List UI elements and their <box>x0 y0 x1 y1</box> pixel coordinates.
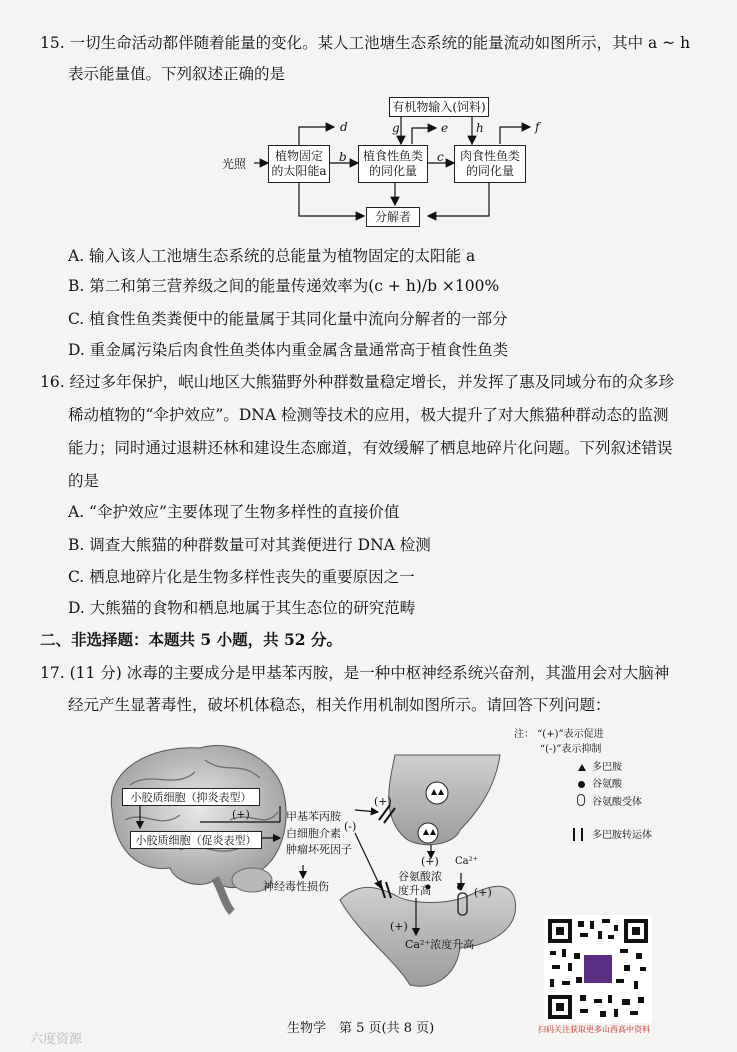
herbivore-label-2: 的同化量 <box>368 164 417 178</box>
decomposer-label: 分解者 <box>374 209 411 224</box>
label-c: c <box>437 150 444 164</box>
qr-code-pattern <box>544 915 652 1023</box>
legend-glu-receptor: 谷氨酸受体 <box>592 797 642 808</box>
microglia-plus-label: (+) <box>232 808 250 821</box>
dopamine-vesicle-4 <box>430 829 436 835</box>
microglia-pro-inflammatory-box <box>130 831 262 849</box>
carnivore-label-1: 肉食性鱼类 <box>459 149 520 163</box>
q15-option-b: B. 第二和第三营养级之间的能量传递效率为(c + h)/b ×100% <box>68 277 500 295</box>
q15-stem-line1: 15. 一切生命活动都伴随着能量的变化。某人工池塘生态系统的能量流动如图所示，其中 a ~ h <box>40 34 691 52</box>
watermark: 六度资源 <box>30 1032 83 1047</box>
meth-label: 甲基苯丙胺 <box>286 810 341 823</box>
q15-option-d: D. 重金属污染后肉食性鱼类体内重金属含量通常高于植食性鱼类 <box>68 341 509 359</box>
neurotoxic-damage-label: 神经毒性损伤 <box>263 880 329 893</box>
legend-transporter: 多巴胺转运体 <box>592 830 652 841</box>
label-b: b <box>339 150 347 164</box>
label-h: h <box>476 121 484 135</box>
legend-note-promote: 注： “(+)”表示促进 <box>514 729 604 740</box>
q16-option-c: C. 栖息地碎片化是生物多样性丧失的重要原因之一 <box>68 568 415 586</box>
plant-label-2: 的太阳能a <box>271 164 327 178</box>
q15-option-c: C. 植食性鱼类粪便中的能量属于其同化量中流向分解者的一部分 <box>68 310 508 328</box>
q16-stem-line4: 的是 <box>68 472 100 490</box>
dopamine-vesicle-1 <box>431 789 437 795</box>
lower-plus-label: (+) <box>390 920 408 933</box>
herbivore-label-1: 植食性鱼类 <box>362 149 423 163</box>
release-plus-label: (+) <box>421 855 439 868</box>
q16-option-a: A. “伞护效应”主要体现了生物多样性的直接价值 <box>68 503 400 521</box>
q16-option-b: B. 调查大熊猫的种群数量可对其粪便进行 DNA 检测 <box>68 536 431 554</box>
q17-stem-line1: 17. (11 分) 冰毒的主要成分是甲基苯丙胺，是一种中枢神经系统兴奋剂，其滥用会对大脑神 <box>40 664 670 682</box>
dopamine-vesicle-2 <box>438 789 444 795</box>
legend-dopamine: 多巴胺 <box>592 762 622 773</box>
sunlight-label: 光照 <box>222 157 247 171</box>
qr-caption: 扫码关注获取更多山西高中资料 <box>538 1025 650 1034</box>
page-footer: 生物学 第 5 页(共 8 页) <box>287 1021 435 1036</box>
q16-stem-line3: 能力；同时通过退耕还林和建设生态廊道，有效缓解了栖息地碎片化问题。下列叙述错误 <box>68 439 673 457</box>
q15-stem-line2: 表示能量值。下列叙述正确的是 <box>68 65 286 83</box>
tnf-label: 肿瘤坏死因子 <box>286 843 352 856</box>
label-f: f <box>535 120 540 134</box>
transporter-minus-label: (-) <box>344 820 357 833</box>
legend-glutamate: 谷氨酸 <box>592 779 622 790</box>
label-e: e <box>441 121 449 135</box>
organic-input-label: 有机物输入(饲料) <box>392 99 486 114</box>
ca-ion-label: Ca²⁺ <box>455 856 478 867</box>
plant-label-1: 植物固定 <box>274 149 323 163</box>
dopamine-vesicle-3 <box>423 829 429 835</box>
qr-code <box>544 915 652 1023</box>
label-d: d <box>340 120 348 134</box>
q16-option-d: D. 大熊猫的食物和栖息地属于其生态位的研究范畴 <box>68 599 416 617</box>
ca-rise-label: Ca²⁺浓度升高 <box>405 938 475 951</box>
interleukin-label: 白细胞介素 <box>286 827 341 840</box>
glutamate-conc-label-2: 度升高 <box>398 884 431 897</box>
q16-stem-line1: 16. 经过多年保护，岷山地区大熊猫野外种群数量稳定增长，并发挥了惠及同域分布的众多珍 <box>40 373 675 391</box>
q15-option-a: A. 输入该人工池塘生态系统的总能量为植物固定的太阳能 a <box>68 247 476 265</box>
legend-note-inhibit: “(-)”表示抑制 <box>540 744 602 755</box>
glutamate-conc-label-1: 谷氨酸浓 <box>398 870 442 883</box>
receptor-plus-label: (+) <box>474 886 492 899</box>
label-g: g <box>392 121 400 135</box>
microglia-anti-label: 小胶质细胞（抑炎表型） <box>130 790 252 804</box>
q17-stem-line2: 经元产生显著毒性，破坏机体稳态，相关作用机制如图所示。请回答下列问题： <box>68 696 611 714</box>
carnivore-label-2: 的同化量 <box>465 164 514 178</box>
microglia-pro-label: 小胶质细胞（促炎表型） <box>135 833 257 847</box>
section-heading: 二、非选择题：本题共 5 小题，共 52 分。 <box>40 630 342 649</box>
q16-stem-line2: 稀动植物的“伞护效应”。DNA 检测等技术的应用，极大提升了对大熊猫种群动态的监测 <box>68 406 669 424</box>
transporter-plus-label: (+) <box>374 795 392 808</box>
microglia-anti-inflammatory-box <box>122 788 260 806</box>
